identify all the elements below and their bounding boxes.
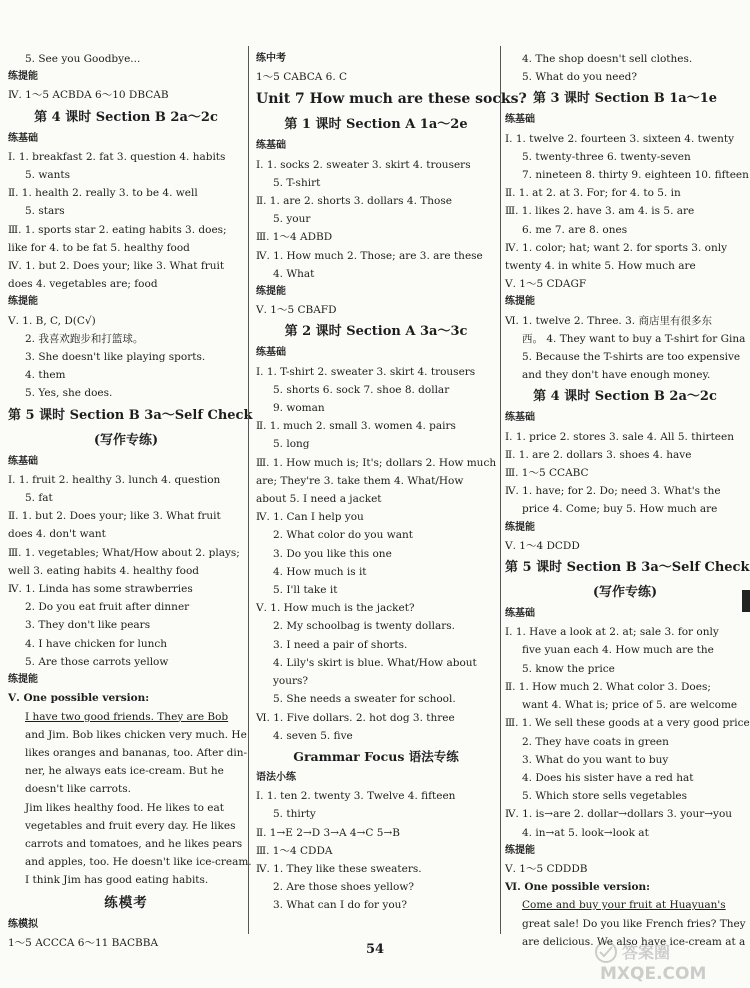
answer-line: Ⅲ. 1. sports star 2. eating habits 3. does; [8, 223, 227, 236]
answer-line: price 4. Come; buy 5. How much are [522, 503, 718, 516]
answer-line: likes oranges and bananas, too. After din- [25, 746, 248, 759]
page-number: 54 [365, 942, 385, 957]
answer-line: 5. Yes, she does. [25, 387, 113, 400]
answer-line: Ⅵ. One possible version: [505, 881, 651, 894]
answer-line: I have two good friends. They are Bob [25, 710, 229, 723]
answer-line: 9. woman [273, 402, 325, 415]
section-label: 练基础 [256, 347, 286, 359]
answer-line: Jim likes healthy food. He likes to eat [25, 801, 224, 814]
answer-line: 1～5 ACCCA 6～11 BACBBA [8, 936, 159, 949]
section-label: 练提能 [256, 286, 286, 298]
page-edge-tab [742, 590, 750, 612]
answer-line: 4. Lily's skirt is blue. What/How about [273, 656, 477, 669]
answer-line: 2. Are those shoes yellow? [273, 881, 414, 894]
lesson-heading: 第 4 课时 Section B 2a～2c [533, 389, 717, 405]
answer-line: doesn't like carrots. [25, 783, 131, 796]
answer-line: 2. Do you eat fruit after dinner [25, 601, 190, 614]
answer-line: I think Jim has good eating habits. [25, 874, 209, 887]
lesson-heading: (写作专练) [93, 432, 159, 448]
answer-line: like for 4. to be fat 5. healthy food [8, 241, 190, 254]
answer-line: Ⅴ. 1～5 CDDDB [505, 862, 588, 875]
lesson-heading: 第 4 课时 Section B 2a～2c [34, 109, 218, 125]
section-label: 练提能 [505, 296, 535, 308]
answer-line: 3. She doesn't like playing sports. [25, 351, 206, 364]
answer-line: vegetables and fruit every day. He likes [25, 819, 236, 832]
answer-line: Ⅲ. 1. How much is; It's; dollars 2. How much [256, 456, 497, 469]
answer-line: 3. They don't like pears [25, 619, 151, 632]
answer-line: Ⅰ. 1. twelve 2. fourteen 3. sixteen 4. twenty [505, 132, 734, 145]
section-label: 练模拟 [8, 918, 38, 930]
answer-line: are delicious. We also have ice-cream at a [522, 935, 746, 948]
answer-line: 7. nineteen 8. thirty 9. eighteen 10. fifteen [522, 169, 749, 182]
answer-line: about 5. I need a jacket [256, 493, 382, 506]
answer-line: Ⅲ. 1～4 CDDA [256, 844, 333, 857]
answer-line: Ⅴ. 1～5 CBAFD [256, 304, 337, 317]
answer-line: 5. fat [25, 492, 53, 505]
answer-line: 西。 4. They want to buy a T-shirt for Gina [522, 332, 746, 345]
answer-line: 5. long [273, 438, 310, 451]
answer-line: twenty 4. in white 5. How much are [505, 260, 696, 273]
answer-line: 1～5 CABCA 6. C [256, 71, 348, 84]
svg-text:答案圈: 答案圈 [622, 943, 671, 962]
answer-line: Ⅱ. 1. at 2. at 3. For; for 4. to 5. in [505, 187, 681, 200]
column-divider [248, 46, 249, 934]
answer-line: 4. I have chicken for lunch [25, 637, 167, 650]
svg-text:MXQE.COM: MXQE.COM [600, 964, 707, 984]
answer-line: Ⅴ. 1～4 DCDD [505, 539, 580, 552]
answer-line: does 4. don't want [8, 528, 106, 541]
section-label: 语法小练 [256, 771, 296, 783]
answer-line: Ⅲ. 1. We sell these goods at a very good price [505, 717, 750, 730]
answer-line: Ⅴ. 1. How much is the jacket? [256, 602, 415, 615]
answer-line: 5. What do you need? [522, 71, 638, 84]
answer-line: Ⅰ. 1. fruit 2. healthy 3. lunch 4. question [8, 473, 221, 486]
answer-line: Ⅱ. 1. health 2. really 3. to be 4. well [8, 187, 198, 200]
answer-line: does 4. vegetables are; food [8, 278, 158, 291]
answer-line: Ⅳ. 1. but 2. Does your; like 3. What fruit [8, 260, 225, 273]
lesson-heading: 第 2 课时 Section A 3a～3c [284, 324, 468, 340]
answer-line: are; They're 3. take them 4. What/How [256, 474, 464, 487]
answer-line: Ⅴ. One possible version: [8, 692, 150, 705]
answer-line: Ⅱ. 1. are 2. shorts 3. dollars 4. Those [256, 195, 452, 208]
lesson-heading: 第 5 课时 Section B 3a～Self Check [8, 407, 253, 423]
section-label: 练提能 [8, 296, 38, 308]
answer-line: Ⅴ. 1. B, C, D(C√) [8, 314, 96, 327]
section-label: 练提能 [8, 674, 38, 686]
answer-line: and they don't have enough money. [522, 369, 711, 382]
watermark-logo [592, 936, 742, 984]
section-label: 练基础 [505, 114, 535, 126]
answer-line: and apples, too. He doesn't like ice-cream. [25, 856, 252, 869]
answer-line: want 4. What is; price of 5. are welcome [522, 699, 738, 712]
lesson-heading: 第 5 课时 Section B 3a～Self Check [505, 560, 750, 576]
answer-line: Ⅲ. 1. likes 2. have 3. am 4. is 5. are [505, 205, 695, 218]
answer-line: Ⅲ. 1～4 ADBD [256, 231, 333, 244]
answer-line: 5. wants [25, 169, 70, 182]
answer-line: ner, he always eats ice-cream. But he [25, 765, 224, 778]
answer-line: 3. What can I do for you? [273, 899, 408, 912]
answer-line: 4. them [25, 369, 66, 382]
answer-line: Ⅳ. 1. have; for 2. Do; need 3. What's the [505, 485, 721, 498]
answer-line: Ⅰ. 1. Have a look at 2. at; sale 3. for only [505, 626, 719, 639]
answer-line: Ⅱ. 1. but 2. Does your; like 3. What fruit [8, 510, 221, 523]
answer-line: Ⅳ. 1. color; hat; want 2. for sports 3. only [505, 241, 728, 254]
answer-line: yours? [273, 675, 309, 688]
answer-line: 3. I need a pair of shorts. [273, 638, 408, 651]
section-label: 练基础 [256, 140, 286, 152]
answer-line: Ⅰ. 1. price 2. stores 3. sale 4. All 5. thirteen [505, 430, 734, 443]
answer-line: 4. The shop doesn't sell clothes. [522, 53, 693, 65]
lesson-heading: 第 3 课时 Section B 1a～1e [532, 91, 718, 107]
answer-line: 5. Because the T-shirts are too expensive [522, 351, 741, 364]
answer-column-3 [505, 50, 750, 951]
answer-line: 5. shorts 6. sock 7. shoe 8. dollar [273, 383, 450, 396]
section-label: 练基础 [8, 132, 38, 144]
answer-line: 5. twenty-three 6. twenty-seven [522, 150, 691, 163]
part-heading: 练模考 [104, 894, 148, 911]
answer-line: 5. Are those carrots yellow [25, 655, 169, 668]
answer-line: 4. in→at 5. look→look at [522, 826, 649, 839]
answer-line: Ⅱ. 1. How much 2. What color 3. Does; [505, 680, 711, 693]
unit-heading: Unit 7 How much are these socks? [256, 91, 527, 108]
answer-line: Ⅰ. 1. breakfast 2. fat 3. question 4. habits [8, 150, 226, 163]
answer-line: well 3. eating habits 4. healthy food [8, 564, 199, 577]
column-divider [500, 46, 501, 934]
answer-line: Ⅳ. 1. They like these sweaters. [256, 862, 422, 875]
answer-line: 5. your [273, 213, 311, 226]
answer-line: 4. seven 5. five [273, 729, 353, 742]
answer-line: 4. What [273, 267, 315, 280]
section-label: 练提能 [505, 844, 535, 856]
answer-line: 2. What color do you want [273, 529, 413, 542]
section-label: 练提能 [8, 71, 38, 83]
answer-line: carrots and tomatoes, and he likes pears [25, 837, 243, 850]
section-label: 练中考 [256, 53, 286, 64]
answer-line: five yuan each 4. How much are the [522, 644, 714, 657]
answer-line: Ⅳ. 1. Linda has some strawberries [8, 583, 193, 596]
lesson-heading: 第 1 课时 Section A 1a～2e [284, 117, 468, 133]
answer-line: Ⅱ. 1. are 2. dollars 3. shoes 4. have [505, 448, 692, 461]
answer-column-2 [256, 50, 527, 915]
answer-column-1 [8, 50, 253, 952]
answer-line: 3. What do you want to buy [522, 753, 669, 766]
answer-line: Ⅱ. 1→E 2→D 3→A 4→C 5→B [256, 826, 400, 839]
answer-line: great sale! Do you like French fries? They [522, 917, 746, 930]
section-label: 练基础 [505, 412, 535, 424]
answer-line: 2. They have coats in green [522, 735, 669, 748]
answer-line: 4. Does his sister have a red hat [522, 771, 694, 784]
answer-line: 5. T-shirt [273, 176, 321, 189]
section-label: 练提能 [505, 521, 535, 533]
answer-line: 5. thirty [273, 808, 316, 821]
answer-line: Ⅳ. 1. Can I help you [256, 511, 364, 524]
grammar-heading: Grammar Focus 语法专练 [293, 748, 459, 764]
answer-line: Ⅲ. 1～5 CCABC [505, 467, 589, 480]
answer-line: 6. me 7. are 8. ones [522, 223, 628, 236]
answer-line: Ⅰ. 1. socks 2. sweater 3. skirt 4. trousers [256, 158, 471, 171]
answer-line: 3. Do you like this one [273, 547, 392, 560]
answer-line: 5. know the price [522, 662, 615, 675]
answer-line: Ⅳ. 1. is→are 2. dollar→dollars 3. your→you [505, 808, 733, 821]
answer-line: 4. How much is it [273, 565, 367, 578]
answer-line: 5. She needs a sweater for school. [273, 693, 456, 706]
answer-line: Ⅵ. 1. Five dollars. 2. hot dog 3. three [256, 711, 455, 724]
answer-line: Ⅴ. 1～5 CDAGF [505, 278, 587, 291]
answer-line: 2. 我喜欢跑步和打篮球。 [25, 332, 144, 345]
section-label: 练基础 [505, 608, 535, 620]
answer-line: 5. See you Goodbye... [25, 53, 141, 65]
answer-line: 5. I'll take it [273, 584, 338, 597]
answer-line: Ⅲ. 1. vegetables; What/How about 2. plays; [8, 546, 240, 559]
answer-line: 5. stars [25, 205, 65, 218]
answer-line: 2. My schoolbag is twenty dollars. [273, 620, 455, 633]
answer-line: and Jim. Bob likes chicken very much. He [25, 728, 247, 741]
answer-line: 5. Which store sells vegetables [522, 790, 688, 803]
lesson-heading: (写作专练) [592, 585, 658, 601]
answer-line: Ⅰ. 1. T-shirt 2. sweater 3. skirt 4. trousers [256, 365, 476, 378]
section-label: 练基础 [8, 455, 38, 467]
answer-line: Ⅰ. 1. ten 2. twenty 3. Twelve 4. fifteen [256, 790, 456, 803]
answer-line: Ⅳ. 1. How much 2. Those; are 3. are these [256, 249, 483, 262]
answer-line: Ⅵ. 1. twelve 2. Three. 3. 商店里有很多东 [505, 314, 712, 327]
answer-line: Come and buy your fruit at Huayuan's [522, 899, 726, 912]
answer-line: Ⅱ. 1. much 2. small 3. women 4. pairs [256, 420, 456, 433]
answer-line: Ⅳ. 1～5 ACBDA 6～10 DBCAB [8, 89, 169, 102]
